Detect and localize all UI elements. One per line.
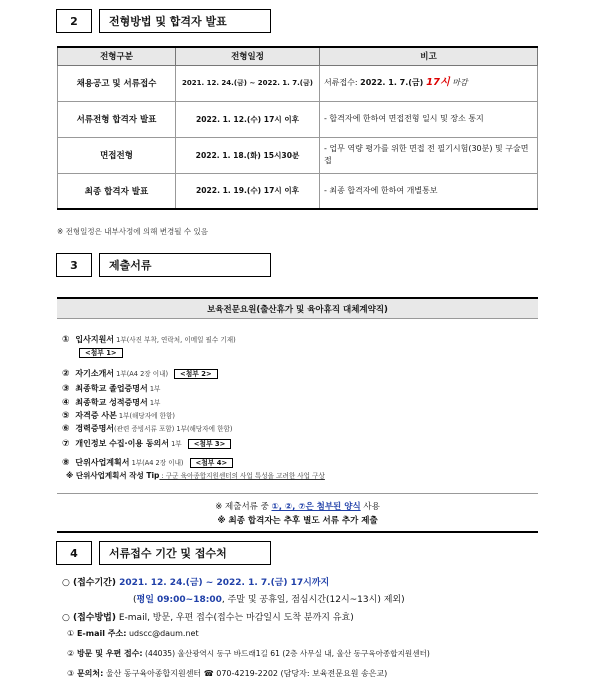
apply-contact-phone: 070-4219-2202 (담당자: 보육전문요원 송은교) — [213, 669, 388, 678]
attachment-tag: <첨부 4> — [190, 458, 234, 468]
doc-item-name: 경력증명서 — [75, 424, 115, 433]
apply-period-value: 2021. 12. 24.(금) ~ 2022. 1. 7.(금) 17시까지 — [119, 578, 330, 588]
note-prefix: 서류접수: — [324, 78, 361, 87]
section-4-number: 4 — [56, 541, 92, 565]
doc-item-desc: 1부(사진 부착, 연락처, 이메일 필수 기재) — [114, 336, 236, 344]
doc-item-attachment — [76, 348, 123, 358]
stage-cell: 서류전형 합격자 발표 — [58, 101, 176, 137]
apply-method — [62, 610, 354, 623]
doc-item-desc: (관련 증빙서류 포함) 1부(해당자에 한함) — [114, 425, 233, 433]
doc-item — [62, 438, 231, 449]
section-3-number: 3 — [56, 253, 92, 277]
doc-item — [62, 397, 160, 408]
date-cell: 2022. 1. 18.(화) 15시30분 — [176, 137, 320, 173]
doc-item-number: ⑧ — [62, 458, 70, 468]
section-2-number: 2 — [56, 9, 92, 33]
stage-cell: 최종 합격자 발표 — [58, 173, 176, 209]
doc-item-number: ⑤ — [62, 411, 70, 421]
note-date: 2022. 1. 7.(금) — [360, 78, 427, 87]
stage-cell: 면접전형 — [58, 137, 176, 173]
apply-period — [62, 575, 329, 588]
doc-item-number: ⑦ — [62, 439, 70, 449]
table-row — [58, 101, 538, 137]
doc-item — [62, 368, 218, 379]
apply-email-number: ① — [67, 629, 75, 638]
table-row — [58, 137, 538, 173]
apply-contact — [67, 668, 387, 679]
apply-email-value[interactable]: udscc@daum.net — [126, 629, 199, 638]
docs-note-attached-forms — [57, 500, 538, 512]
note-cell: - 업무 역량 평가를 위한 면접 전 필기시험(30분) 및 구술면접 — [320, 137, 538, 173]
doc-item-number: ⑥ — [62, 424, 70, 434]
stage-cell: 채용공고 및 서류접수 — [58, 65, 176, 101]
doc-item-name: 입사지원서 — [75, 335, 115, 344]
section-4-title: 서류접수 기간 및 접수처 — [99, 541, 271, 565]
section-3-title: 제출서류 — [99, 253, 271, 277]
apply-period-label: ○ (접수기간) — [62, 578, 120, 588]
attachment-tag: <첨부 2> — [174, 369, 218, 379]
doc-item-name: 최종학교 졸업증명서 — [75, 384, 148, 393]
table-header: 전형일정 — [176, 47, 320, 65]
doc-item-desc: 1부 — [169, 440, 182, 448]
note-cell — [320, 65, 538, 101]
doc-item-desc: 1부(해당자에 한함) — [116, 412, 175, 420]
table-row — [58, 65, 538, 101]
table-header: 비고 — [320, 47, 538, 65]
phone-icon: ☎ — [203, 669, 214, 678]
apply-email — [67, 628, 199, 639]
apply-method-label: ○ (접수방법) — [62, 613, 116, 623]
doc-item-name: 개인정보 수집·이용 동의서 — [75, 439, 170, 448]
doc-tip — [66, 470, 325, 481]
note-cell: - 최종 합격자에 한하여 개별통보 — [320, 173, 538, 209]
schedule-footnote: ※ 전형일정은 내부사정에 의해 변경될 수 있음 — [57, 227, 208, 236]
apply-visit-value: (44035) 울산광역시 동구 바드래1길 61 (2층 사무실 내, 울산 동구육아종합지원센터) — [142, 649, 430, 658]
documents-box-divider — [57, 493, 538, 494]
apply-contact-label: 문의처: — [74, 669, 104, 678]
doc-item-desc: 1부 — [147, 385, 161, 393]
doc-item-number: ③ — [62, 384, 70, 394]
date-cell: 2022. 1. 12.(수) 17시 이후 — [176, 101, 320, 137]
attachment-tag: <첨부 1> — [79, 348, 123, 358]
docs-note-highlight: ①, ②, ⑦은 첨부된 양식 — [271, 502, 361, 512]
apply-visit-number: ② — [67, 649, 75, 658]
apply-visit-label: 방문 및 우편 접수: — [74, 649, 143, 658]
table-header-row — [58, 47, 538, 65]
date-cell: 2022. 1. 19.(수) 17시 이후 — [176, 173, 320, 209]
apply-contact-value: 울산 동구육아종합지원센터 — [103, 669, 204, 678]
docs-note-suffix: 사용 — [360, 502, 380, 512]
table-row — [58, 173, 538, 209]
doc-item — [62, 457, 233, 468]
apply-email-label: E-mail 주소: — [74, 629, 127, 638]
doc-item-desc: 1부 — [147, 399, 161, 407]
doc-item — [62, 383, 160, 394]
apply-hours-weekday: 평일 09:00~18:00 — [136, 595, 222, 605]
doc-item-name: 자격증 사본 — [75, 411, 117, 420]
apply-hours-rest: , 주말 및 공휴일, 점심시간(12시~13시) 제외) — [221, 595, 405, 605]
date-cell: 2021. 12. 24.(금) ~ 2022. 1. 7.(금) — [176, 65, 320, 101]
docs-note-additional: ※ 최종 합격자는 추후 별도 서류 추가 제출 — [217, 516, 378, 526]
doc-item-name: 자기소개서 — [75, 369, 115, 378]
doc-item — [62, 410, 175, 421]
schedule-table — [57, 46, 538, 210]
apply-method-value: E-mail, 방문, 우편 접수(접수는 마감일시 도착 분까지 유효) — [116, 613, 354, 623]
note-suffix: 마감 — [449, 78, 468, 87]
note-deadline-time: 17시 — [426, 77, 450, 88]
doc-tip-label: ※ 단위사업계획서 작성 Tip — [66, 471, 160, 480]
doc-item — [62, 334, 236, 345]
doc-item-number: ② — [62, 369, 70, 379]
apply-hours-open: ( — [133, 595, 137, 605]
doc-tip-text: : 구군 육아종합지원센터의 사업 특성을 고려한 사업 구상 — [159, 472, 325, 480]
doc-item-name: 최종학교 성적증명서 — [75, 398, 148, 407]
section-2-title: 전형방법 및 합격자 발표 — [99, 9, 271, 33]
apply-visit — [67, 648, 430, 659]
apply-hours — [133, 592, 405, 605]
documents-box-header: 보육전문요원(출산휴가 및 육아휴직 대체계약직) — [57, 299, 538, 319]
apply-contact-number: ③ — [67, 669, 75, 678]
note-cell: - 합격자에 한하여 면접전형 일시 및 장소 통지 — [320, 101, 538, 137]
doc-item-name: 단위사업계획서 — [75, 458, 130, 467]
doc-item-desc: 1부(A4 2장 이내) — [114, 370, 169, 378]
table-header: 전형구분 — [58, 47, 176, 65]
doc-item-number: ① — [62, 335, 70, 345]
doc-item — [62, 423, 232, 434]
attachment-tag: <첨부 3> — [188, 439, 232, 449]
doc-item-number: ④ — [62, 398, 70, 408]
doc-item-desc: 1부(A4 2장 이내) — [129, 459, 184, 467]
docs-note-prefix: ※ 제출서류 중 — [215, 502, 272, 512]
